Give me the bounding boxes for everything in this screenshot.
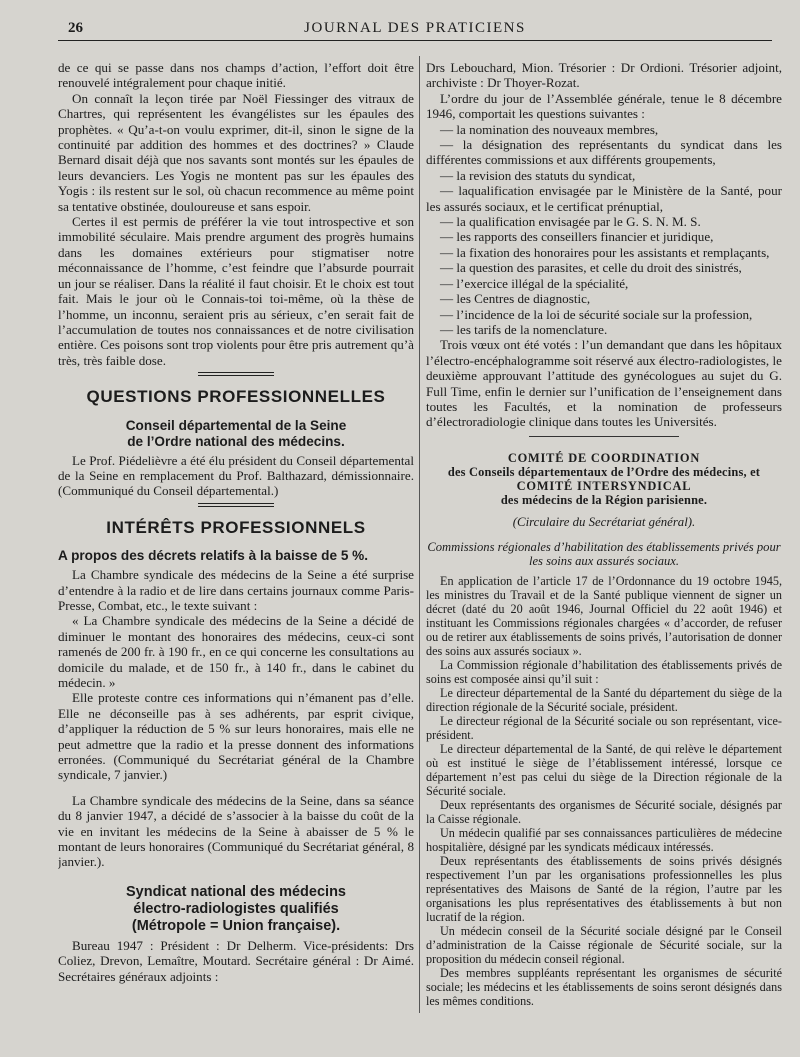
decrets-title: A propos des décrets relatifs à la baisse de 5 %. <box>58 548 369 564</box>
decrets-paragraph: La Chambre syndicale des médecins de la Seine, dans sa séance du 8 janvier 1947, a décidé de s’associer à la baisse du coût de la vie en invitant les médecins de la Seine à abaisser de 5 % le montant de leurs honoraires (Communiqué du Secrétariat général, 8 janvier.). <box>58 792 414 870</box>
agenda-item: — la qualification envisagée par le G. S. N. M. S. <box>440 214 701 230</box>
separator-rule <box>198 372 274 376</box>
decrets-paragraph: « La Chambre syndicale des médecins de la Seine a décidé de diminuer le montant des honoraires des médecins, ceux-ci sont ramenés de 200 fr. à 190 fr., en ce qui concerne les consultations au domicile du malade, et de 150 fr., à 140 fr., dans le cabinet du médecin. » <box>58 613 414 690</box>
journal-title: JOURNAL DES PRATICIENS <box>304 20 526 36</box>
page-header <box>58 18 772 41</box>
agenda-item: — les Centres de diagnostic, <box>440 291 591 307</box>
agenda-item: — l’exercice illégal de la spécialité, <box>440 275 629 291</box>
agenda-item: — la nomination des nouveaux membres, <box>440 121 659 137</box>
conseil-title-line: Conseil départemental de la Seine <box>125 417 347 433</box>
commission-paragraph: En application de l’article 17 de l’Ordonnance du 19 octobre 1945, les ministres du Travail et de la Santé publique viennent de signer un décret (daté du 20 août 1946, Journal Officiel du 22 août 1946) et instituant les Commissions régionales chargées « d’accorder, de refuser ou de retirer aux établissements de soins privés, l’autorisation de donner des soins aux assurés sociaux ». <box>426 574 782 659</box>
circulaire-note: (Circulaire du Secrétariat général). <box>512 514 696 529</box>
coordination-title-line: des médecins de la Région parisienne. <box>500 492 708 507</box>
right-column <box>426 60 782 1017</box>
coordination-title-line: COMITÉ INTERSYNDICAL <box>516 478 692 493</box>
left-column <box>58 60 414 1017</box>
ordre-du-jour: L’ordre du jour de l’Assemblée générale, tenue le 8 décembre 1946, comportait les questions suivantes : <box>426 90 782 122</box>
commission-paragraph: Le directeur départemental de la Santé du département du siège de la direction régionale de la Sécurité sociale, président. <box>426 686 782 715</box>
agenda-item: — les tarifs de la nomenclature. <box>440 321 608 337</box>
column-divider <box>419 56 420 1013</box>
syndicat-title-line: Syndicat national des médecins <box>126 883 346 900</box>
commission-paragraph: Deux représentants des établissements de soins privés désignés respectivement l’un par les organisations professionnelles les plus représentatives des Maisons de Santé de la région, l’autre par les organisations les plus représentatives des établissements à but non lucratif de la région. <box>426 854 782 925</box>
coordination-title-line: des Conseils départementaux de l’Ordre des médecins, et <box>447 464 761 479</box>
commission-body <box>426 574 782 1008</box>
separator-rule <box>198 503 274 507</box>
decrets-paragraph: La Chambre syndicale des médecins de la Seine a été surprise d’entendre à la radio et de lire dans certains journaux comme Paris-Presse, Combat, etc., le texte suivant : <box>58 567 414 613</box>
commission-paragraph: Le directeur départemental de la Santé, de qui relève le département où est institué le siège de l’établissement intéressé, lorsque ce département n’est pas celui du siège de la Direction régionale de la Sécurité sociale. <box>426 742 782 799</box>
agenda-item: — la question des parasites, et celle du droit des sinistrés, <box>440 260 742 276</box>
agenda-item: — la revision des statuts du syndicat, <box>440 167 636 183</box>
agenda-item: — la désignation des représentants du syndicat dans les différentes commissions et aux différents groupements, <box>426 137 782 168</box>
commission-paragraph: Le directeur régional de la Sécurité sociale ou son représentant, vice-président. <box>426 714 782 743</box>
voeux-paragraph: Trois vœux ont été votés : l’un demandant que dans les hôpitaux l’électro-encéphalogramme soit réservé aux électro-radiologistes, le deuxième approuvant l’attitude des gynécologues au sujet du G. Full Time, enfin le dernier sur l’unification de l’enseignement dans toutes les Facultés, et la nomination de professeurs d’électroradiologie clinique dans toutes les Universités. <box>426 337 782 430</box>
decrets-paragraph: Elle proteste contre ces informations qui n’émanent pas d’elle. Elle ne déconseille pas à ses adhérents, par esprit civique, d’appliquer la réduction de 5 % sur leurs honoraires, mais elle ne peut admettre que la radio et la presse donnent des informations erronées. (Communiqué du Secrétariat général de la Chambre syndicale, 7 janvier.) <box>58 690 414 783</box>
conseil-text: Le Prof. Piédelièvre a été élu président du Conseil départemental de la Seine en remplacement du Prof. Balthazard, démissionnaire. (Communiqué du Conseil départemental.) <box>58 452 414 499</box>
agenda-item: — laqualification envisagée par le Ministère de la Santé, pour les assurés sociaux, et le certificat prénuptial, <box>426 183 782 214</box>
syndicat-title-line: électro-radiologistes qualifiés <box>133 900 339 917</box>
section-title-interets: INTÉRÊTS PROFESSIONNELS <box>106 517 366 537</box>
separator-rule <box>529 436 679 437</box>
commission-paragraph: Deux représentants des organismes de Sécurité sociale, désignés par la Caisse régionale. <box>426 798 782 827</box>
spacer <box>58 783 414 793</box>
syndicat-title <box>58 884 414 935</box>
syndicat-title-line: (Métropole = Union française). <box>131 917 341 934</box>
agenda-item: — la fixation des honoraires pour les assistants et remplaçants, <box>440 244 770 260</box>
commission-paragraph: Un médecin conseil de la Sécurité sociale désigné par le Conseil d’administration de la Caisse régionale de Sécurité sociale, sur la proposition du médecin conseil régional. <box>426 924 782 967</box>
syndicat-text: Bureau 1947 : Président : Dr Delherm. Vice-présidents: Drs Coliez, Drevon, Lemaître, Moutard. Secrétaire général : Dr Aimé. Secrétaires généraux adjoints : <box>58 937 414 984</box>
commission-title: Commissions régionales d’habilitation des établissements privés pour les soins aux assurés sociaux. <box>427 540 781 569</box>
commission-paragraph: Des membres suppléants représentant les organismes de sécurité sociale; les médecins et les établissements de soins seront désignés dans les mêmes conditions. <box>426 966 782 1009</box>
page-number: 26 <box>68 20 83 36</box>
agenda-item: — les rapports des conseillers financier et juridique, <box>440 229 714 245</box>
section-title-questions: QUESTIONS PROFESSIONNELLES <box>86 387 386 407</box>
conseil-title-line: de l’Ordre national des médecins. <box>127 433 345 449</box>
conseil-title <box>58 418 414 450</box>
agenda-item: — l’incidence de la loi de sécurité sociale sur la profession, <box>440 306 753 322</box>
intro-paragraph: On connaît la leçon tirée par Noël Fiessinger des vitraux de Chartres, qui représentent les évangélistes sur les épaules des prophètes. « Qu’a-t-on voulu exprimer, dit-il, sinon le signe de la continuité par addition des hommes et des doctrines? » Claude Bernard disait déjà que nos savants sont montés sur les épaules de leurs devanciers. Les Yogis ne montent pas sur les épaules des Yogis : ils restent sur le sol, où chacun recommence au même point sa tentative obstinée, douloureuse et sans espoir. <box>58 90 414 214</box>
bureau-continued: Drs Lebouchard, Mion. Trésorier : Dr Ordioni. Trésorier adjoint, archiviste : Dr Thoyer-Rozat. <box>426 60 782 91</box>
intro-paragraph: Certes il est permis de préférer la vie tout introspective et son immobilité séculaire. Mais prendre argument des progrès humains dans les domaines extérieurs pour stigmatiser notre méconnaissance de l’homme, c’est feindre que l’absurde pourrait un jour se réaliser. Dans la réalité il faut choisir. Et le choix est tout fait. Mais le jour où le Connais-toi toi-même, où la thèse de l’homme, un inconnu, seraient pris au sérieux, c’en serait fait de l’accumulation de toutes nos connaissances et de notre civilisation entière. Ces poisons sont trop violents pour être pris autrement qu’à très, très faible dose. <box>58 214 414 368</box>
commission-paragraph: Un médecin qualifié par ses connaissances particulières de médecine hospitalière, désigné par les syndicats médicaux intéressés. <box>426 826 782 855</box>
coordination-title-line: COMITÉ DE COORDINATION <box>507 450 701 465</box>
intro-paragraph: de ce qui se passe dans nos champs d’action, l’effort doit être renouvelé intégralement pour chaque initié. <box>58 60 414 91</box>
coordination-title <box>426 451 782 507</box>
commission-paragraph: La Commission régionale d’habilitation des établissements privés de soins est composée ainsi qu’il suit : <box>426 658 782 687</box>
